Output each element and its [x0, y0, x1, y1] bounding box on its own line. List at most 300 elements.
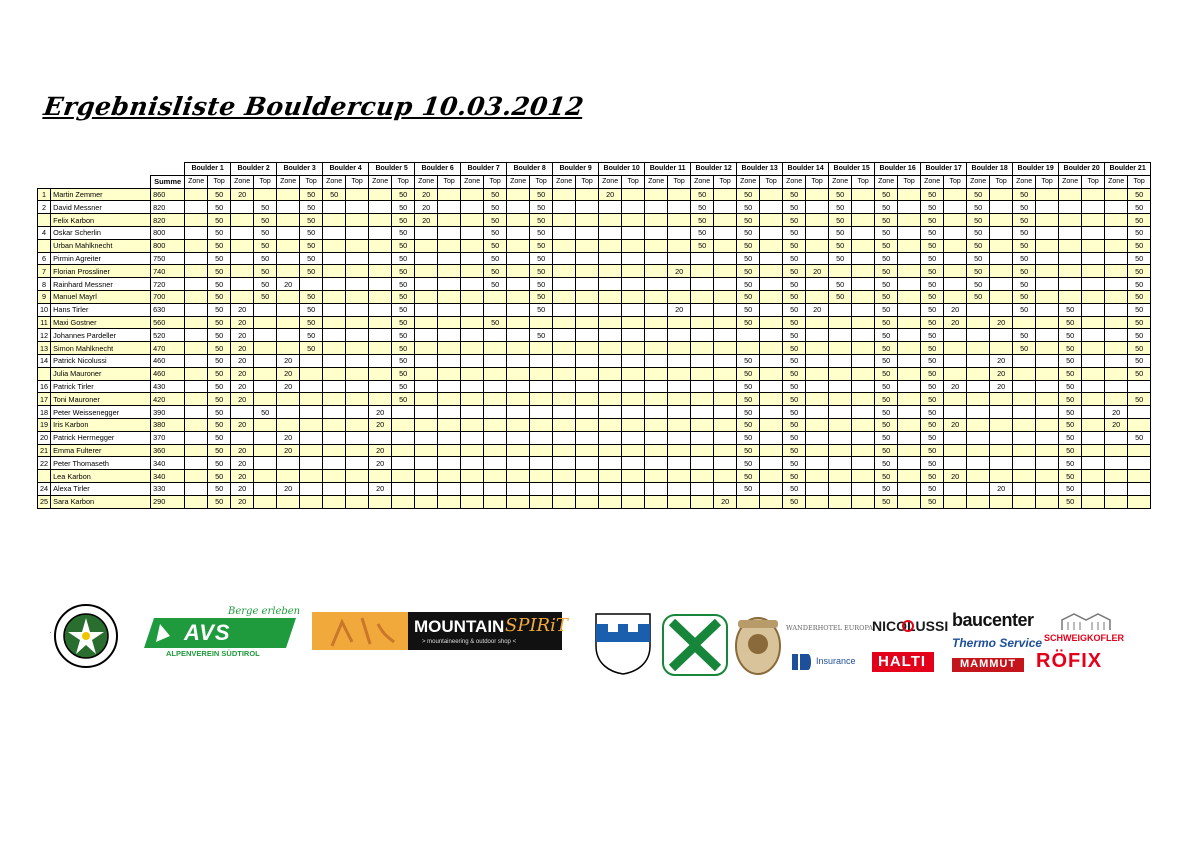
zone-score-cell — [553, 226, 576, 239]
top-score-cell — [346, 329, 369, 342]
top-score-cell — [898, 290, 921, 303]
top-score-cell: 50 — [392, 367, 415, 380]
top-score-cell — [346, 226, 369, 239]
zone-score-cell — [185, 239, 208, 252]
zone-score-cell — [231, 201, 254, 214]
zone-score-cell — [645, 470, 668, 483]
top-score-cell — [576, 201, 599, 214]
top-score-cell — [300, 406, 323, 419]
top-score-cell — [714, 252, 737, 265]
athlete-name: Julia Mauroner — [51, 367, 151, 380]
zone-score-cell — [415, 444, 438, 457]
zone-score-cell: 50 — [783, 342, 806, 355]
zone-score-cell — [231, 290, 254, 303]
zone-score-cell — [737, 495, 760, 508]
zone-score-cell: 50 — [783, 457, 806, 470]
zone-header: Zone — [1013, 175, 1036, 188]
zone-score-cell — [1013, 457, 1036, 470]
top-score-cell — [714, 188, 737, 201]
top-score-cell — [438, 354, 461, 367]
top-score-cell — [806, 342, 829, 355]
zone-score-cell — [967, 444, 990, 457]
zone-score-cell — [461, 342, 484, 355]
zone-score-cell — [737, 342, 760, 355]
top-score-cell — [1082, 214, 1105, 227]
zone-score-cell — [323, 393, 346, 406]
zone-score-cell: 50 — [829, 278, 852, 291]
top-score-cell — [346, 470, 369, 483]
top-score-cell — [346, 201, 369, 214]
top-score-cell — [254, 303, 277, 316]
top-score-cell: 50 — [208, 316, 231, 329]
zone-score-cell — [691, 495, 714, 508]
zone-score-cell: 50 — [921, 495, 944, 508]
avs-subtitle: ALPENVEREIN SÜDTIROL — [166, 649, 260, 658]
top-score-cell — [1036, 354, 1059, 367]
sum-cell: 520 — [151, 329, 185, 342]
zone-score-cell: 20 — [231, 457, 254, 470]
zone-score-cell — [967, 470, 990, 483]
zone-score-cell — [829, 303, 852, 316]
zone-score-cell — [369, 239, 392, 252]
zone-score-cell: 50 — [737, 470, 760, 483]
top-score-cell — [898, 354, 921, 367]
zone-score-cell — [369, 278, 392, 291]
table-row — [38, 457, 1151, 470]
zone-score-cell — [461, 252, 484, 265]
zone-score-cell: 50 — [1059, 406, 1082, 419]
zone-score-cell — [369, 495, 392, 508]
climber-image-icon — [312, 612, 408, 650]
top-score-cell — [300, 380, 323, 393]
top-score-cell — [484, 354, 507, 367]
zone-score-cell — [645, 226, 668, 239]
table-row — [38, 239, 1151, 252]
zone-score-cell — [277, 226, 300, 239]
top-score-cell — [576, 226, 599, 239]
athlete-name: Manuel Mayrl — [51, 290, 151, 303]
top-score-cell — [1036, 380, 1059, 393]
top-score-cell — [622, 380, 645, 393]
table-row — [38, 431, 1151, 444]
zone-score-cell: 50 — [875, 406, 898, 419]
zone-score-cell: 50 — [921, 380, 944, 393]
top-score-cell — [714, 342, 737, 355]
top-score-cell — [806, 201, 829, 214]
zone-score-cell — [507, 239, 530, 252]
top-score-cell — [576, 354, 599, 367]
zone-score-cell: 20 — [231, 393, 254, 406]
zone-score-cell — [1059, 252, 1082, 265]
zone-score-cell — [1105, 431, 1128, 444]
zone-score-cell — [599, 290, 622, 303]
top-score-cell — [1036, 367, 1059, 380]
athlete-name: Toni Mauroner — [51, 393, 151, 406]
top-score-cell — [1082, 444, 1105, 457]
zone-score-cell — [369, 303, 392, 316]
top-score-cell — [898, 367, 921, 380]
top-score-cell — [1128, 495, 1151, 508]
table-row — [38, 265, 1151, 278]
top-score-cell — [300, 457, 323, 470]
zone-score-cell — [599, 201, 622, 214]
zone-header: Zone — [921, 175, 944, 188]
zone-score-cell — [461, 431, 484, 444]
top-score-cell — [944, 495, 967, 508]
zone-score-cell — [599, 495, 622, 508]
zone-score-cell: 50 — [875, 290, 898, 303]
top-score-cell: 50 — [530, 201, 553, 214]
top-score-cell — [668, 470, 691, 483]
zone-score-cell: 50 — [829, 252, 852, 265]
zone-score-cell — [185, 431, 208, 444]
rank-cell: 14 — [38, 354, 51, 367]
zone-score-cell — [415, 380, 438, 393]
top-header: Top — [622, 175, 645, 188]
top-score-cell — [990, 329, 1013, 342]
top-score-cell — [806, 457, 829, 470]
athlete-name: Patrick Tirler — [51, 380, 151, 393]
top-header: Top — [668, 175, 691, 188]
zone-header: Zone — [737, 175, 760, 188]
top-score-cell: 50 — [254, 214, 277, 227]
zone-score-cell — [185, 444, 208, 457]
zone-score-cell: 50 — [921, 278, 944, 291]
top-score-cell — [1082, 457, 1105, 470]
top-score-cell: 50 — [208, 431, 231, 444]
zone-score-cell — [231, 214, 254, 227]
zone-score-cell: 20 — [1105, 406, 1128, 419]
zone-score-cell — [369, 367, 392, 380]
table-row — [38, 482, 1151, 495]
top-score-cell — [852, 342, 875, 355]
table-row — [38, 214, 1151, 227]
zone-score-cell — [369, 188, 392, 201]
zone-score-cell — [1059, 226, 1082, 239]
zone-score-cell — [461, 278, 484, 291]
zone-score-cell — [185, 367, 208, 380]
top-score-cell: 50 — [300, 201, 323, 214]
zone-score-cell: 50 — [1059, 457, 1082, 470]
zone-score-cell — [415, 367, 438, 380]
mountain-word: MOUNTAIN — [414, 617, 505, 636]
zone-header: Zone — [231, 175, 254, 188]
top-score-cell: 20 — [990, 482, 1013, 495]
boulder-header: Boulder 1 — [185, 163, 231, 176]
zone-score-cell — [369, 380, 392, 393]
top-score-cell: 50 — [484, 252, 507, 265]
zone-score-cell: 20 — [231, 482, 254, 495]
top-score-cell — [300, 278, 323, 291]
top-score-cell — [898, 380, 921, 393]
top-score-cell — [1036, 444, 1059, 457]
zone-score-cell — [1105, 495, 1128, 508]
zone-score-cell: 50 — [783, 380, 806, 393]
top-score-cell — [438, 316, 461, 329]
top-score-cell — [300, 393, 323, 406]
zone-score-cell: 50 — [1059, 329, 1082, 342]
zone-score-cell — [461, 444, 484, 457]
zone-score-cell: 50 — [921, 431, 944, 444]
sum-cell: 720 — [151, 278, 185, 291]
top-score-cell: 50 — [530, 290, 553, 303]
top-score-cell — [898, 201, 921, 214]
top-score-cell — [1036, 188, 1059, 201]
zone-score-cell: 50 — [783, 482, 806, 495]
rank-cell: 22 — [38, 457, 51, 470]
zone-score-cell: 20 — [369, 482, 392, 495]
top-score-cell — [622, 470, 645, 483]
top-score-cell — [668, 431, 691, 444]
top-score-cell — [898, 444, 921, 457]
top-score-cell — [852, 201, 875, 214]
zone-score-cell: 20 — [415, 214, 438, 227]
top-score-cell: 50 — [1128, 316, 1151, 329]
top-score-cell — [576, 214, 599, 227]
zone-score-cell — [185, 342, 208, 355]
top-score-cell — [530, 444, 553, 457]
zone-score-cell — [277, 495, 300, 508]
top-score-cell — [1036, 265, 1059, 278]
rank-cell — [38, 214, 51, 227]
zone-score-cell — [645, 214, 668, 227]
zone-score-cell: 50 — [691, 239, 714, 252]
top-score-cell — [1082, 303, 1105, 316]
top-score-cell — [438, 342, 461, 355]
zone-score-cell — [507, 188, 530, 201]
top-score-cell — [346, 252, 369, 265]
top-score-cell — [576, 470, 599, 483]
top-score-cell — [530, 393, 553, 406]
zone-score-cell — [185, 252, 208, 265]
top-header: Top — [438, 175, 461, 188]
rank-cell — [38, 470, 51, 483]
zone-score-cell — [599, 252, 622, 265]
zone-header: Zone — [461, 175, 484, 188]
zone-score-cell — [553, 278, 576, 291]
top-score-cell: 50 — [208, 265, 231, 278]
boulder-header: Boulder 21 — [1105, 163, 1151, 176]
zone-score-cell — [185, 470, 208, 483]
zone-score-cell: 50 — [783, 201, 806, 214]
top-score-cell — [944, 278, 967, 291]
zone-score-cell — [185, 329, 208, 342]
zone-score-cell — [415, 278, 438, 291]
portrait-seal-logo — [734, 614, 782, 676]
zone-score-cell: 50 — [967, 290, 990, 303]
zone-score-cell: 20 — [231, 342, 254, 355]
top-score-cell — [392, 495, 415, 508]
zone-header: Zone — [1059, 175, 1082, 188]
top-score-cell — [346, 265, 369, 278]
top-score-cell — [944, 431, 967, 444]
top-score-cell — [300, 482, 323, 495]
top-score-cell — [1128, 482, 1151, 495]
zone-score-cell — [691, 303, 714, 316]
top-score-cell — [1082, 316, 1105, 329]
zone-score-cell — [507, 316, 530, 329]
top-score-cell — [438, 418, 461, 431]
boulder-header: Boulder 18 — [967, 163, 1013, 176]
top-score-cell — [392, 470, 415, 483]
zone-score-cell — [507, 265, 530, 278]
zone-score-cell — [1013, 406, 1036, 419]
top-score-cell — [714, 482, 737, 495]
top-score-cell — [1082, 367, 1105, 380]
zone-score-cell — [415, 342, 438, 355]
top-header: Top — [944, 175, 967, 188]
zone-score-cell — [967, 418, 990, 431]
zone-header: Zone — [553, 175, 576, 188]
top-score-cell — [576, 393, 599, 406]
table-row — [38, 444, 1151, 457]
top-score-cell — [484, 495, 507, 508]
zone-score-cell: 50 — [783, 265, 806, 278]
zone-score-cell — [599, 418, 622, 431]
athlete-name: Florian Prossliner — [51, 265, 151, 278]
zone-score-cell — [461, 418, 484, 431]
boulder-header: Boulder 20 — [1059, 163, 1105, 176]
top-score-cell: 50 — [392, 214, 415, 227]
top-score-cell — [944, 329, 967, 342]
top-score-cell — [668, 367, 691, 380]
athlete-name: Maxi Gostner — [51, 316, 151, 329]
insurance-text: Insurance — [816, 656, 856, 666]
sum-cell: 630 — [151, 303, 185, 316]
top-score-cell — [944, 201, 967, 214]
zone-score-cell — [829, 354, 852, 367]
zone-score-cell — [369, 329, 392, 342]
top-score-cell — [990, 342, 1013, 355]
top-score-cell: 20 — [944, 316, 967, 329]
top-score-cell — [392, 482, 415, 495]
zone-score-cell — [323, 214, 346, 227]
zone-score-cell: 50 — [737, 265, 760, 278]
raiffeisen-cross-icon — [662, 614, 728, 676]
zone-score-cell: 50 — [737, 278, 760, 291]
top-score-cell — [438, 380, 461, 393]
boulder-header: Boulder 4 — [323, 163, 369, 176]
boulder-header: Boulder 16 — [875, 163, 921, 176]
zone-score-cell — [185, 226, 208, 239]
top-score-cell: 50 — [1128, 329, 1151, 342]
table-row — [38, 393, 1151, 406]
zone-score-cell — [553, 329, 576, 342]
zone-score-cell: 50 — [875, 393, 898, 406]
top-score-cell — [806, 214, 829, 227]
zone-score-cell — [645, 278, 668, 291]
top-score-cell: 20 — [990, 367, 1013, 380]
top-score-cell — [300, 354, 323, 367]
top-score-cell — [714, 278, 737, 291]
mountain-subtitle: > mountaineering & outdoor shop < — [422, 639, 517, 645]
top-score-cell — [530, 354, 553, 367]
zone-score-cell: 20 — [277, 444, 300, 457]
zone-score-cell: 50 — [921, 418, 944, 431]
header-spacer — [38, 163, 185, 176]
portrait-seal-icon — [734, 614, 782, 676]
zone-score-cell — [185, 201, 208, 214]
zone-score-cell — [1013, 354, 1036, 367]
zone-score-cell — [323, 290, 346, 303]
top-score-cell — [300, 431, 323, 444]
sum-cell: 750 — [151, 252, 185, 265]
zone-score-cell — [691, 367, 714, 380]
boulder-header: Boulder 13 — [737, 163, 783, 176]
boulder-header: Boulder 3 — [277, 163, 323, 176]
top-score-cell — [852, 444, 875, 457]
zone-score-cell: 50 — [921, 201, 944, 214]
zone-score-cell: 50 — [737, 380, 760, 393]
top-score-cell — [622, 367, 645, 380]
top-score-cell — [668, 444, 691, 457]
top-score-cell — [576, 278, 599, 291]
table-row — [38, 252, 1151, 265]
zone-score-cell — [1059, 188, 1082, 201]
zone-score-cell — [691, 380, 714, 393]
zone-score-cell: 50 — [921, 188, 944, 201]
top-header: Top — [1036, 175, 1059, 188]
zone-score-cell — [323, 226, 346, 239]
athlete-name: Oskar Scherlin — [51, 226, 151, 239]
top-score-cell — [714, 380, 737, 393]
zone-score-cell — [829, 444, 852, 457]
top-score-cell — [990, 406, 1013, 419]
zone-score-cell — [461, 495, 484, 508]
top-score-cell — [668, 342, 691, 355]
top-score-cell: 20 — [990, 354, 1013, 367]
top-score-cell: 50 — [392, 188, 415, 201]
sum-cell: 330 — [151, 482, 185, 495]
top-score-cell — [714, 226, 737, 239]
top-score-cell — [944, 290, 967, 303]
top-score-cell — [806, 290, 829, 303]
zone-score-cell: 50 — [783, 290, 806, 303]
top-score-cell — [346, 367, 369, 380]
zone-score-cell — [231, 431, 254, 444]
top-score-cell — [300, 470, 323, 483]
top-score-cell: 50 — [208, 418, 231, 431]
zone-score-cell — [231, 265, 254, 278]
top-score-cell — [1128, 470, 1151, 483]
zone-score-cell: 20 — [415, 188, 438, 201]
zone-score-cell: 50 — [783, 406, 806, 419]
zone-score-cell — [599, 303, 622, 316]
top-score-cell: 50 — [1128, 201, 1151, 214]
zone-score-cell — [415, 431, 438, 444]
zone-score-cell — [461, 265, 484, 278]
zone-score-cell — [507, 329, 530, 342]
top-score-cell — [1082, 290, 1105, 303]
zone-score-cell — [277, 214, 300, 227]
rank-cell: 17 — [38, 393, 51, 406]
top-score-cell — [668, 316, 691, 329]
sum-cell: 560 — [151, 316, 185, 329]
zone-score-cell — [1059, 290, 1082, 303]
top-score-cell: 50 — [300, 252, 323, 265]
zone-header: Zone — [415, 175, 438, 188]
zone-score-cell — [691, 354, 714, 367]
rank-cell: 6 — [38, 252, 51, 265]
top-score-cell: 50 — [530, 226, 553, 239]
top-score-cell — [254, 495, 277, 508]
zone-score-cell — [277, 290, 300, 303]
top-score-cell: 50 — [208, 482, 231, 495]
top-score-cell — [852, 367, 875, 380]
zone-score-cell: 50 — [875, 444, 898, 457]
zone-score-cell — [1105, 188, 1128, 201]
top-score-cell — [668, 239, 691, 252]
